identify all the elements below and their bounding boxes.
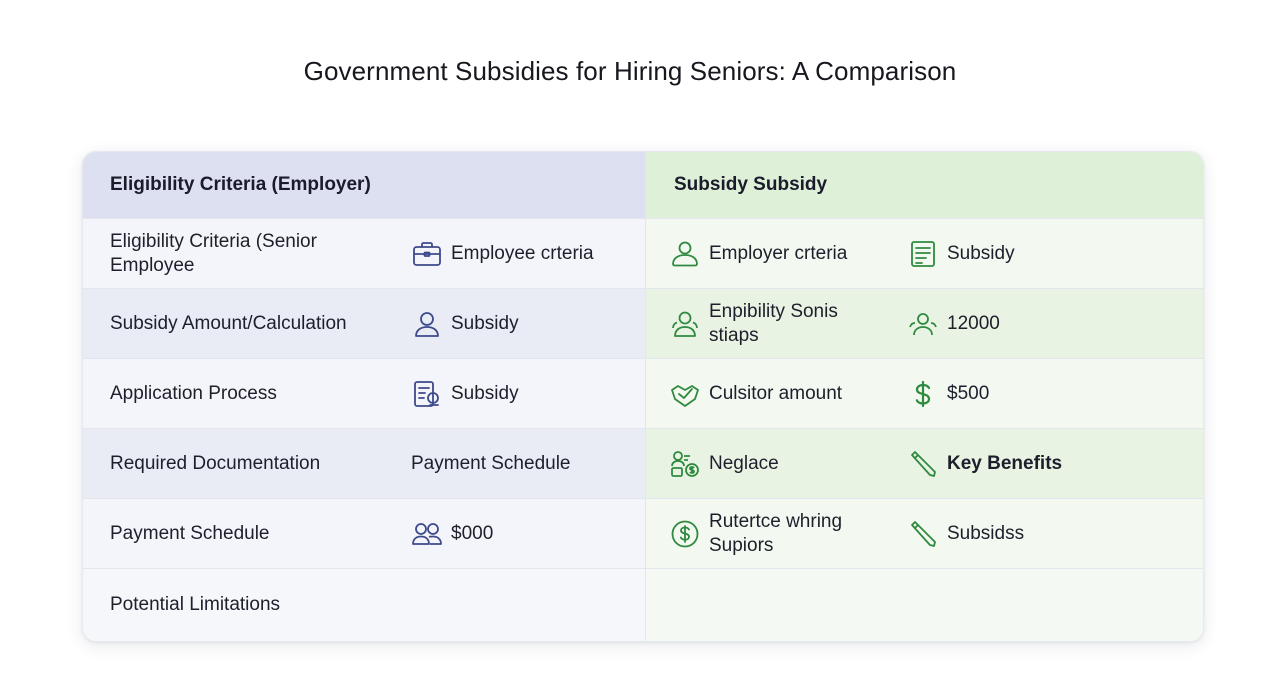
table-row bbox=[83, 358, 645, 428]
left-column-group bbox=[83, 152, 645, 641]
table-row bbox=[646, 428, 1204, 498]
table-row bbox=[646, 288, 1204, 358]
people-icon bbox=[669, 308, 701, 340]
table-row bbox=[646, 218, 1204, 288]
row-cell-b bbox=[907, 429, 1062, 498]
row-label: Required Documentation bbox=[110, 452, 321, 474]
row-value-text: Subsidy bbox=[451, 382, 519, 404]
row-value-text: Subsidy bbox=[451, 312, 519, 334]
row-value bbox=[411, 429, 571, 498]
row-label: Payment Schedule bbox=[110, 522, 270, 544]
comparison-table bbox=[82, 151, 1204, 642]
row-cell-b bbox=[907, 219, 1015, 288]
row-label: Subsidy Amount/Calculation bbox=[110, 312, 347, 334]
row-value bbox=[411, 219, 594, 288]
cell-a-text: Employer crteria bbox=[709, 242, 848, 264]
cell-a-text: Enpibility Sonis stiaps bbox=[709, 300, 838, 346]
table-row bbox=[646, 568, 1204, 641]
table-row bbox=[83, 218, 645, 288]
row-label: Application Process bbox=[110, 382, 277, 404]
table-row bbox=[83, 498, 645, 568]
group-icon bbox=[411, 518, 443, 550]
row-label: Potential Limitations bbox=[110, 594, 281, 615]
row-cell-a bbox=[669, 429, 779, 498]
row-value-text: $000 bbox=[451, 522, 494, 544]
row-value bbox=[411, 289, 519, 358]
row-value-text: Employee crteria bbox=[451, 242, 594, 264]
pencil-icon bbox=[907, 448, 939, 480]
people-icon bbox=[907, 308, 939, 340]
row-value bbox=[411, 359, 519, 428]
row-label-text: Eligibility Criteria (Senior Employee bbox=[110, 230, 317, 276]
cell-a-text: Rutertce whring Supiors bbox=[709, 510, 843, 556]
table-row bbox=[83, 428, 645, 498]
row-cell-a bbox=[669, 359, 842, 428]
row-cell-a bbox=[669, 289, 838, 358]
row-cell-b bbox=[907, 499, 1024, 568]
cell-b-text: Subsidy bbox=[947, 242, 1015, 264]
table-row bbox=[83, 288, 645, 358]
cell-a-text: Culsitor amount bbox=[709, 382, 843, 404]
cell-b-text: Key Benefits bbox=[947, 452, 1063, 474]
table-row bbox=[646, 358, 1204, 428]
person-icon bbox=[411, 308, 443, 340]
table-row bbox=[646, 498, 1204, 568]
pencil-icon bbox=[907, 518, 939, 550]
person-icon bbox=[669, 238, 701, 270]
dollar-circle-icon bbox=[669, 518, 701, 550]
row-cell-a bbox=[669, 219, 847, 288]
right-column-group bbox=[645, 152, 1204, 641]
row-label bbox=[110, 219, 317, 288]
row-value-text: Payment Schedule bbox=[411, 452, 571, 474]
cell-b-text: $500 bbox=[947, 382, 990, 404]
row-value bbox=[411, 499, 493, 568]
page-title: Government Subsidies for Hiring Seniors: A Comparison bbox=[303, 56, 957, 86]
cell-a-text: Neglace bbox=[709, 452, 779, 474]
row-cell-b bbox=[907, 289, 1000, 358]
cell-b-text: 12000 bbox=[947, 312, 1000, 334]
table-row bbox=[83, 568, 645, 641]
people-money-icon bbox=[669, 448, 701, 480]
handshake-icon bbox=[669, 378, 701, 410]
row-cell-a bbox=[669, 499, 842, 568]
row-cell-b bbox=[907, 359, 989, 428]
dollar-icon bbox=[907, 378, 939, 410]
document-icon bbox=[907, 238, 939, 270]
cell-b-text: Subsidss bbox=[947, 522, 1025, 544]
document-checklist-icon bbox=[411, 378, 443, 410]
right-header: Subsidy Subsidy bbox=[646, 152, 1204, 218]
briefcase-icon bbox=[411, 238, 443, 270]
left-header: Eligibility Criteria (Employer) bbox=[83, 152, 645, 218]
